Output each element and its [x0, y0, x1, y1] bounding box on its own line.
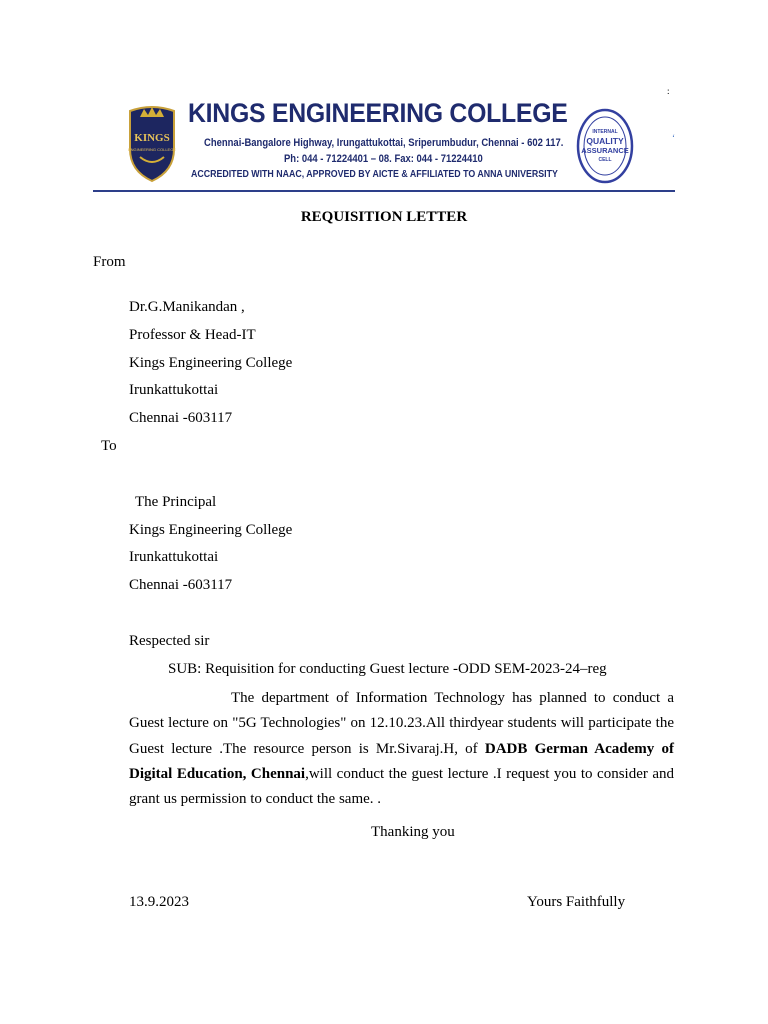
sender-institution: Kings Engineering College: [129, 355, 293, 371]
sender-city: Chennai -603117: [129, 410, 233, 426]
college-name: KINGS ENGINEERING COLLEGE: [188, 98, 568, 128]
quality-assurance-seal: [576, 108, 634, 184]
letter-date: 13.9.2023: [129, 894, 189, 910]
salutation: Respected sir: [129, 633, 210, 649]
college-crest-logo: [126, 103, 178, 183]
letter-title: REQUISITION LETTER: [300, 209, 468, 225]
recipient-title: The Principal: [135, 494, 217, 510]
college-accreditation: ACCREDITED WITH NAAC, APPROVED BY AICTE & AFFILIATED TO ANNA UNIVERSITY: [191, 168, 558, 180]
body-text-1: The department of Information Technology has planned to conduct a Guest lecture on "5G Technologies" on 12.10.23.All thirdyear students will participate the Guest lecture .The resource person is Mr.Sivaraj.H, of: [129, 690, 674, 757]
letterhead-divider: [93, 190, 675, 192]
svg-text:CELL: CELL: [598, 157, 612, 163]
to-label: To: [101, 438, 117, 454]
recipient-institution: Kings Engineering College: [129, 522, 293, 538]
college-address: Chennai-Bangalore Highway, Irungattukottai, Sriperumbudur, Chennai - 602 117.: [204, 137, 564, 149]
closing-line: Yours Faithfully: [527, 894, 626, 910]
svg-text:QUALITY: QUALITY: [586, 136, 624, 146]
sender-name: Dr.G.Manikandan ,: [129, 299, 245, 315]
college-phone-fax: Ph: 044 - 71224401 – 08. Fax: 044 - 71224410: [284, 153, 483, 165]
subject-line: SUB: Requisition for conducting Guest lecture -ODD SEM-2023-24–reg: [168, 661, 607, 677]
from-label: From: [93, 254, 126, 270]
svg-text:KINGS: KINGS: [134, 132, 170, 144]
svg-text:INTERNAL: INTERNAL: [592, 129, 618, 135]
side-mark: ‘: [672, 133, 675, 143]
recipient-city: Chennai -603117: [129, 577, 233, 593]
svg-text:ENGINEERING COLLEGE: ENGINEERING COLLEGE: [127, 147, 177, 152]
recipient-locality: Irunkattukottai: [129, 549, 219, 565]
body-paragraph: [129, 686, 674, 812]
svg-text:ASSURANCE: ASSURANCE: [581, 146, 629, 155]
corner-mark: :: [667, 86, 670, 96]
body-organization: DADB German Academy of Digital Education, Chennai: [129, 740, 674, 782]
body-text-2: ,will conduct the guest lecture .I request you to consider and grant us permission to conduct the same. .: [129, 765, 674, 808]
sender-locality: Irunkattukottai: [129, 382, 219, 398]
thanking-line: Thanking you: [371, 824, 455, 840]
sender-designation: Professor & Head-IT: [129, 327, 256, 343]
